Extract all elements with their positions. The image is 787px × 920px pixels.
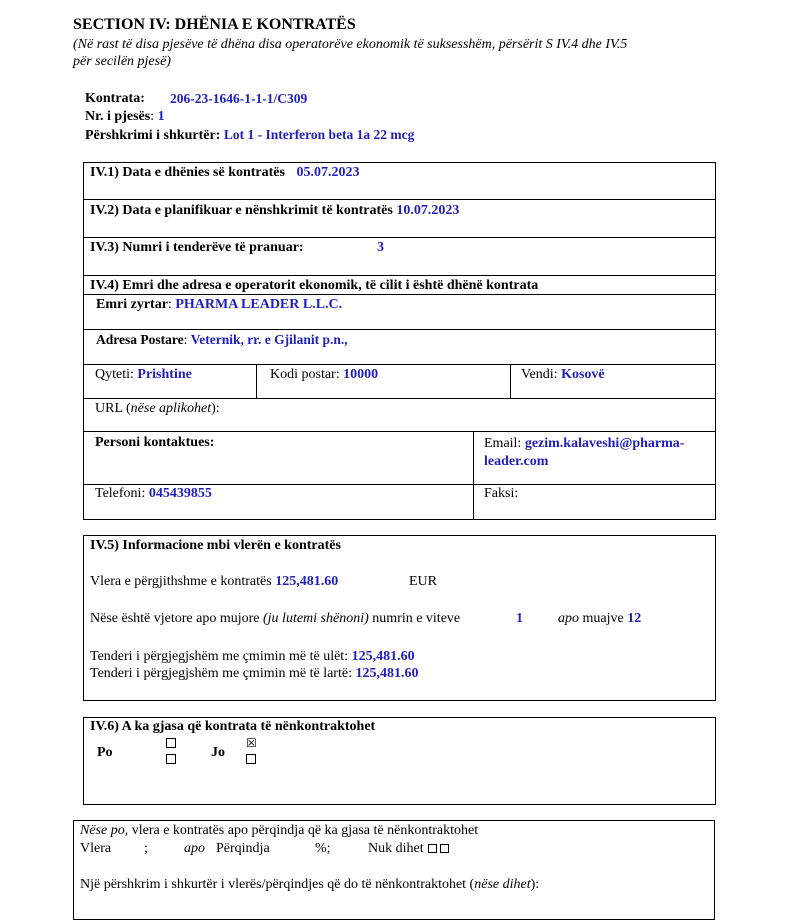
sub-description-italic: nëse dihet — [474, 877, 531, 892]
lowest-label: Tenderi i përgjegjshëm me çmimin më të ulët: — [90, 649, 349, 664]
section-title: SECTION IV: DHËNIA E KONTRATËS — [73, 16, 356, 33]
yes-checkbox-top[interactable] — [166, 738, 176, 748]
url-label-end: ): — [211, 401, 220, 416]
no-label: Jo — [211, 745, 225, 760]
or-label: apo — [558, 611, 579, 626]
months-label: muajve — [582, 611, 624, 626]
part-label: Nr. i pjesës — [85, 109, 151, 124]
description-value: Lot 1 - Interferon beta 1a 22 mcg — [223, 127, 415, 142]
divider — [510, 364, 511, 398]
description-label: Përshkrimi i shkurtër: — [85, 128, 221, 143]
lowest-row — [90, 649, 415, 665]
iv6-label: IV.6) A ka gjasa që kontrata të nënkontraktohet — [90, 719, 376, 734]
iv2-value: 10.07.2023 — [396, 203, 460, 218]
sub-unknown-row — [368, 841, 449, 857]
sub-percent-sign: %; — [315, 841, 331, 856]
sub-description-label: Një përshkrim i shkurtër i vlerës/përqindjes që do të nënkontraktohet ( — [80, 877, 475, 892]
highest-row — [90, 666, 418, 682]
url-label: URL ( — [95, 401, 131, 416]
divider — [83, 431, 716, 432]
iv1-row — [90, 165, 359, 181]
address-value: Veternik, rr. e Gjilanit p.n., — [190, 332, 348, 347]
city-row — [95, 367, 192, 383]
total-value-row — [90, 574, 338, 590]
section-subtitle-line2: për secilën pjesë) — [73, 54, 171, 69]
official-name-row — [96, 297, 342, 313]
months-row — [558, 611, 641, 627]
url-row — [95, 401, 220, 417]
years-value: 1 — [516, 611, 523, 626]
yes-label: Po — [97, 745, 113, 760]
subcontract-line1-rest: vlera e kontratës apo përqindja që ka gjasa të nënkontraktohet — [131, 823, 479, 838]
iv3-value: 3 — [377, 240, 384, 255]
divider — [83, 364, 716, 365]
sub-description-row — [80, 877, 539, 893]
sub-value-label: Vlera — [80, 841, 112, 856]
part-row — [85, 109, 165, 125]
divider — [473, 431, 474, 520]
official-name-value: PHARMA LEADER L.L.C. — [175, 297, 343, 312]
address-row — [96, 332, 348, 348]
contract-value: 206-23-1646-1-1-1/C309 — [170, 91, 308, 106]
annual-italic: (ju lutemi shënoni) — [263, 611, 369, 626]
sub-unknown-checkbox-1[interactable] — [428, 844, 437, 853]
if-yes-label: Nëse po, — [80, 823, 129, 838]
divider — [83, 275, 716, 276]
address-colon: : — [183, 332, 188, 347]
no-checkbox-checked[interactable]: ☒ — [246, 736, 257, 750]
divider — [83, 237, 716, 238]
country-row — [521, 367, 605, 383]
description-row — [85, 127, 414, 144]
total-value: 125,481.60 — [275, 574, 339, 589]
divider — [83, 199, 716, 200]
email-label: Email: — [484, 436, 522, 451]
country-label: Vendi: — [521, 367, 558, 382]
highest-label: Tenderi i përgjegjshëm me çmimin më të lartë: — [90, 666, 352, 681]
iv4-label: IV.4) Emri dhe adresa e operatorit ekonomik, të cilit i është dhënë kontrata — [90, 278, 539, 293]
months-value: 12 — [627, 611, 642, 626]
contract-label: Kontrata: — [85, 91, 145, 106]
phone-row — [95, 486, 212, 502]
currency: EUR — [409, 574, 437, 589]
contact-person-label: Personi kontaktues: — [95, 435, 215, 450]
iv5-label: IV.5) Informacione mbi vlerën e kontratës — [90, 538, 341, 553]
divider — [83, 329, 716, 330]
part-value: 1 — [157, 109, 165, 124]
country-value: Kosovë — [561, 367, 605, 382]
divider — [83, 398, 716, 399]
iv2-row — [90, 203, 459, 219]
sub-description-end: ): — [530, 877, 540, 892]
annual-label2: numrin e viteve — [372, 611, 461, 626]
address-label: Adresa Postare — [96, 332, 184, 347]
annual-label: Nëse është vjetore apo mujore — [90, 611, 260, 626]
official-name-colon: : — [167, 297, 172, 312]
total-value-label: Vlera e përgjithshme e kontratës — [90, 574, 272, 589]
yes-checkbox[interactable] — [166, 754, 176, 764]
sub-unknown-label: Nuk dihet — [368, 841, 424, 856]
url-label-italic: nëse aplikohet — [130, 401, 212, 416]
highest-value: 125,481.60 — [355, 666, 419, 681]
no-checkbox[interactable] — [246, 754, 256, 764]
fax-label: Faksi: — [484, 486, 519, 501]
city-value: Prishtine — [137, 367, 192, 382]
postal-label: Kodi postar: — [270, 367, 340, 382]
email-block — [484, 435, 684, 471]
part-colon: : — [150, 109, 155, 124]
phone-value: 045439855 — [148, 486, 212, 501]
sub-unknown-checkbox-2[interactable] — [440, 844, 449, 853]
iv1-label: IV.1) Data e dhënies së kontratës — [90, 165, 285, 180]
official-name-label: Emri zyrtar — [96, 297, 168, 312]
divider — [83, 484, 716, 485]
sub-or-label: apo — [184, 841, 205, 856]
lowest-value: 125,481.60 — [351, 649, 415, 664]
subcontract-line1 — [80, 823, 478, 839]
city-label: Qyteti: — [95, 367, 134, 382]
postal-value: 10000 — [343, 367, 379, 382]
iv3-label: IV.3) Numri i tenderëve të pranuar: — [90, 240, 304, 255]
section-subtitle-line1: (Në rast të disa pjesëve të dhëna disa operatorëve ekonomik të suksesshëm, përsërit S IV.4 dhe IV.5 — [73, 37, 628, 52]
sub-percent-label: Përqindja — [216, 841, 270, 856]
postal-row — [270, 367, 378, 383]
phone-label: Telefoni: — [95, 486, 146, 501]
divider — [83, 294, 716, 295]
email-value-line1[interactable]: gezim.kalaveshi@pharma- — [524, 436, 685, 451]
email-value-line2[interactable]: leader.com — [484, 454, 549, 469]
sub-value-semicolon: ; — [144, 841, 148, 856]
iv1-value: 05.07.2023 — [296, 165, 360, 180]
iv2-label: IV.2) Data e planifikuar e nënshkrimit të kontratës — [90, 203, 393, 218]
annual-row — [90, 611, 460, 627]
divider — [256, 364, 257, 398]
